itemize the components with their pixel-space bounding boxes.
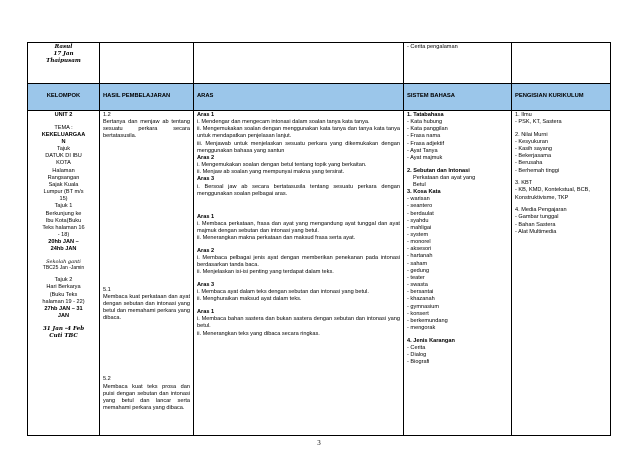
top-row: [28, 43, 611, 84]
aras-line: iii. Menjawab untuk menjelaskan sesuatu perkara yang dikemukakan dengan menggunakan bahasa yang santun: [197, 140, 400, 154]
tajuk-line: Lumpur (BT m/s: [43, 189, 84, 196]
aras-line: ii. Menerangkan teks yang dibaca secara ringkas.: [197, 330, 320, 337]
school-note: TBC25 Jan -Jamin: [42, 265, 85, 272]
sistem-item: - system: [407, 232, 429, 238]
content-row: [28, 111, 611, 436]
top-sistem-cell: [404, 43, 512, 84]
date-range-2: 27hb JAN – 31: [44, 305, 83, 312]
aras-line: i. Mengemukakan soalan dengan betul tentang topik yang berkaitan.: [197, 162, 367, 169]
sistem-title: 3. Kosa Kata: [407, 189, 441, 196]
tema-line: TEMA :: [54, 124, 73, 131]
sistem-item: - monorel: [407, 239, 431, 246]
aras-title: Aras 2: [197, 154, 215, 161]
top-hasil-cell: [100, 43, 194, 84]
sistem-item: - Cerita: [407, 344, 426, 351]
pengisian-item: - Kasih sayang: [515, 146, 553, 153]
sistem-item: - gedung: [407, 267, 430, 274]
aras-title: Aras 3: [197, 282, 215, 289]
pengisian-item: - Alat Multimedia: [515, 228, 557, 235]
sistem-item: - bersantai: [407, 289, 434, 296]
aras-title: Aras 1: [197, 309, 215, 316]
aras-line: i. Membaca bahan sastera dan bukan sastera dengan sebutan dan intonasi yang betul.: [197, 316, 400, 330]
tajuk-line: Tajuk: [56, 146, 71, 153]
pengisian-item: - Bahan Sastera: [515, 221, 556, 228]
hasil-code: 5.2: [103, 376, 111, 383]
sistem-item: - warisan: [407, 196, 430, 203]
pengisian-item: - KB, KMD, Kontekstual, BCB, Konstruktivisme, TKP: [515, 187, 590, 201]
pengisian-title: 4. Media Pengajaran: [515, 207, 567, 214]
tajuk-line: Ibu Kota(Buku: [45, 217, 82, 224]
pengisian-item: - Berusaha: [515, 160, 543, 167]
aras-title: Aras 2: [197, 248, 215, 254]
pengisian-item: - Gambar tunggal: [515, 214, 559, 221]
aras-title: Aras 1: [197, 213, 215, 220]
sistem-item: - Frasa nama: [407, 133, 441, 140]
date-range-2: JAN: [57, 313, 70, 320]
top-pengisian-cell: [512, 43, 611, 84]
aras-line: ii. Menerangkan makna perkataan dan maksud frasa serta ayat.: [197, 235, 356, 242]
tajuk-line: Rangsangan: [47, 174, 80, 181]
kelompok-cell: [28, 111, 100, 436]
sistem-item: - Kata panggilan: [407, 126, 448, 133]
rpt-table: [27, 42, 611, 436]
tajuk2-line: halaman 19 - 22): [42, 298, 85, 305]
header-pengisian: PENGISIAN KURIKULUM: [512, 84, 611, 111]
hasil-text: Membaca kuat teks prosa dan puisi dengan sebutan dan intonasi yang betul dan lancar serta memahami perkara yang dibaca.: [103, 383, 190, 412]
aras-title: Aras 1: [197, 112, 215, 118]
aras-line: i. Mendengar dan mengecam intonasi dalam soalan tanya kata tanya.: [197, 119, 370, 126]
pengisian-item: - Bekerjasama: [515, 153, 552, 160]
tajuk-line: DATUK DI IBU: [45, 153, 82, 160]
aras-cell: [194, 111, 404, 436]
aras-line: i. Membaca perkataan, frasa dan ayat yang mengandung ayat tunggal dan ayat majmuk dengan sebutan dan intonasi yang betul.: [197, 221, 400, 235]
sistem-item: - saham: [407, 260, 428, 267]
sistem-item: - seantero: [407, 203, 433, 210]
hasil-code: 1.2: [103, 112, 111, 118]
aras-line: i. Membaca pelbagai jenis ayat dengan memberikan penekanan pada intonasi berdasarkan tanda baca.: [197, 255, 400, 269]
sistem-item: - konsert: [407, 310, 429, 317]
top-date-line: Thaipusam: [46, 58, 81, 65]
aras-line: i. Membaca ayat dalam teks dengan sebutan dan intonasi yang betul.: [197, 289, 369, 296]
aras-line: ii. Menghuraikan maksud ayat dalam teks.: [197, 296, 302, 303]
header-kelompok: KELOMPOK: [28, 84, 100, 111]
header-hasil: HASIL PEMBELAJARAN: [100, 84, 194, 111]
hasil-text: Membaca kuat perkataan dan ayat dengan sebutan dan intonasi yang betul dan memahami perkara yang dibaca.: [103, 293, 190, 322]
top-aras-cell: [194, 43, 404, 84]
aras-title: Aras 3: [197, 176, 215, 183]
sistem-item: Perkataan dan ayat yang: [413, 174, 476, 181]
school-note: Sekolah ganti: [46, 258, 81, 265]
sistem-item: - gymnasium: [407, 303, 440, 310]
pengisian-item: - Berhemah tinggi: [515, 167, 560, 174]
sistem-item: - swasta: [407, 282, 428, 289]
tajuk-line: Halaman: [52, 167, 75, 174]
sistem-item: - Frasa adjektif: [407, 140, 444, 147]
sistem-item: - Ayat majmuk: [407, 154, 443, 161]
tajuk2-line: (Buku Teks: [49, 291, 78, 298]
pengisian-title: 3. KBT: [515, 180, 533, 187]
sistem-title: 1. Tatabahasa: [407, 112, 444, 118]
aras-line: ii. Menjaw ab soalan yang mempunyai makna yang tersirat.: [197, 169, 345, 176]
header-sistem: SISTEM BAHASA: [404, 84, 512, 111]
sistem-item: - aksesori: [407, 246, 432, 253]
tajuk-line: Teks halaman 16: [42, 224, 85, 231]
top-note: - Cerita pengalaman: [407, 44, 458, 50]
holiday-note: Cuti TBC: [49, 332, 78, 339]
tajuk2-line: Tajuk 2: [54, 277, 73, 284]
tajuk-line: Sajak Kuala: [48, 181, 79, 188]
sistem-item: - mengorak: [407, 325, 436, 332]
hasil-cell: [100, 111, 194, 436]
sistem-item: - Dialog: [407, 352, 427, 358]
header-row: [28, 84, 611, 111]
sistem-item: - khazanah: [407, 296, 435, 303]
date-range-1: 20hb JAN –: [48, 239, 79, 246]
holiday-note: 31 Jan -4 Feb: [42, 325, 85, 332]
sistem-item: - hartanah: [407, 253, 433, 260]
top-date-line: Rasul: [54, 44, 73, 50]
header-aras: ARAS: [194, 84, 404, 111]
sistem-item: - berdaulat: [407, 210, 434, 217]
tema-line: KEKELUARGAA: [41, 131, 86, 138]
tajuk2-line: Hari Berkarya: [46, 284, 81, 291]
pengisian-title: 1. Ilmu: [515, 112, 532, 118]
top-date-line: 17 Jan: [53, 51, 74, 58]
tajuk-line: Berkunjung ke: [45, 210, 82, 217]
sistem-item: - Kata hubung: [407, 119, 443, 126]
sistem-item: - teater: [407, 274, 425, 281]
pengisian-title: 2. Nilai Murni: [515, 131, 548, 138]
top-date-cell: [28, 43, 100, 84]
aras-line: ii. Menjelaskan isi-isi penting yang terdapat dalam teks.: [197, 269, 334, 276]
sistem-cell: [404, 111, 512, 436]
sistem-item: Betul: [413, 181, 426, 188]
tajuk-line: KOTA: [56, 160, 71, 167]
page-number: 3: [317, 439, 321, 447]
sistem-item: - berkemundang: [407, 317, 448, 324]
hasil-text: Bertanya dan menjaw ab tentang sesuatu perkara secara bertatasusila.: [103, 119, 190, 140]
sistem-item: - Biografi: [407, 359, 430, 366]
date-range-1: 24hb JAN: [50, 246, 77, 253]
tajuk-line: - 18): [57, 232, 70, 238]
tajuk-line: 15): [59, 196, 68, 203]
unit-label: UNIT 2: [54, 112, 73, 118]
hasil-code: 5.1: [103, 286, 111, 293]
sistem-item: - syahdu: [407, 217, 429, 224]
sistem-item: - mahligai: [407, 224, 432, 231]
sistem-item: - Ayat Tanya: [407, 147, 438, 154]
pengisian-item: - Kesyukuran: [515, 138, 548, 145]
tema-line: N: [61, 138, 66, 145]
aras-line: ii. Mengemukakan soalan dengan menggunakan kata tanya dan tanya kata tanya untuk mendapatkan penjelasan lanjut.: [197, 126, 400, 140]
pengisian-cell: [512, 111, 611, 436]
tajuk-line: Tajuk 1: [54, 203, 73, 210]
sistem-title: 4. Jenis Karangan: [407, 337, 455, 344]
aras-line: i. Bersoal jaw ab secara bertatasusila tentang sesuatu perkara dengan menggunakan soalan pelbagai aras.: [197, 183, 400, 197]
pengisian-item: - PSK, KT, Sastera: [515, 119, 562, 126]
sistem-title: 2. Sebutan dan Intonasi: [407, 167, 470, 174]
